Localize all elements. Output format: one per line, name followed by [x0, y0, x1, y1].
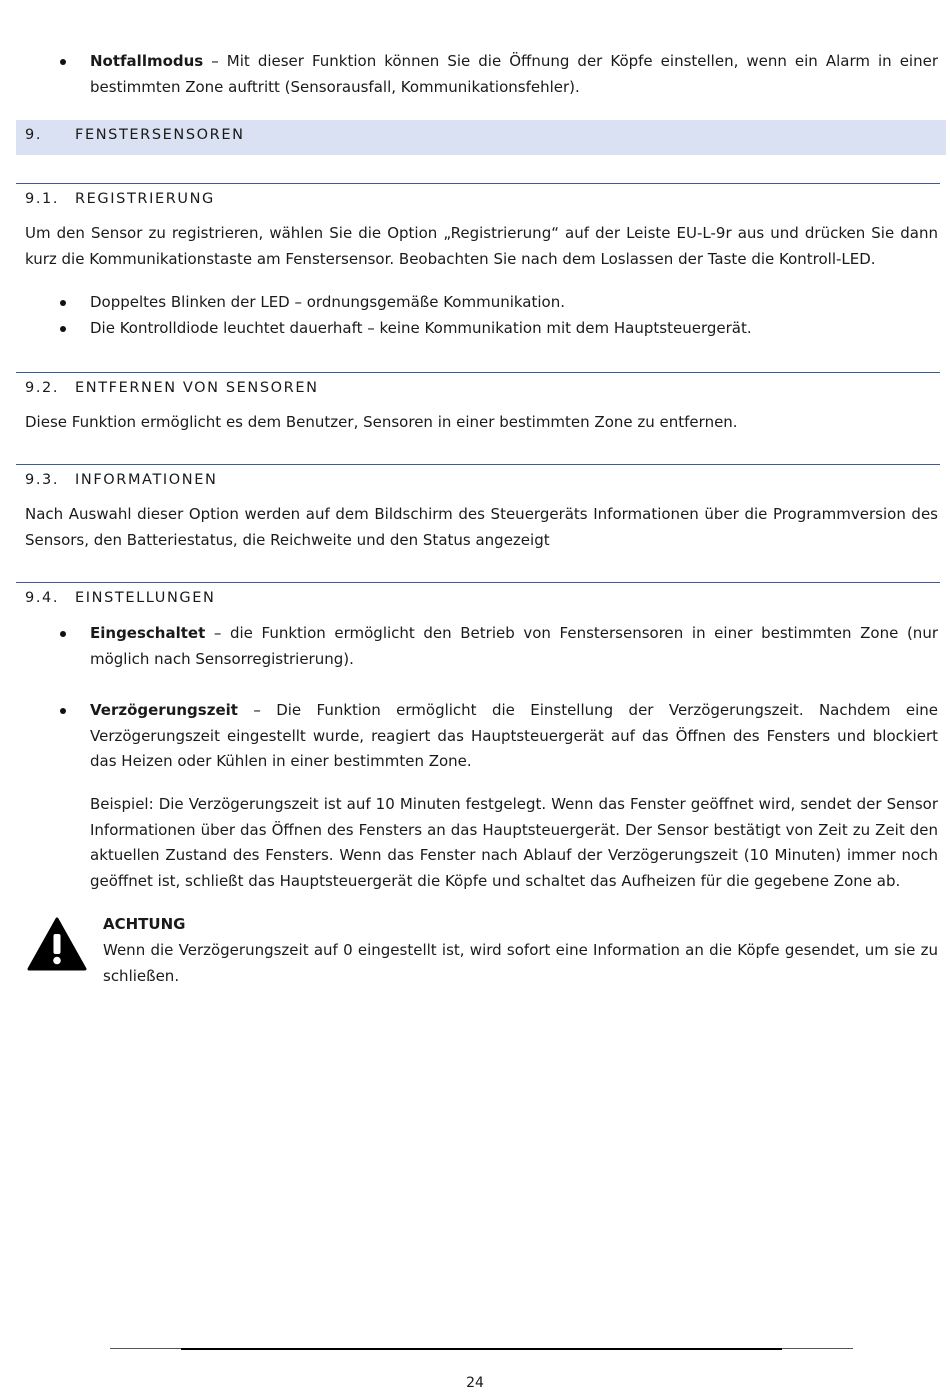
entfernen-paragraph: Diese Funktion ermöglicht es dem Benutzer, Sensoren in einer bestimmten Zone zu entfernen. [25, 413, 738, 431]
section-9-1-heading [25, 191, 215, 207]
section-number: 9.1. [25, 191, 60, 207]
section-9-4-heading [25, 590, 215, 606]
section-title: INFORMATIONEN [75, 472, 218, 488]
page-number: 24 [466, 1375, 484, 1391]
warning-title: ACHTUNG [103, 915, 186, 933]
section-9-3-heading [25, 472, 217, 488]
section-title: FENSTERSENSOREN [75, 127, 245, 143]
eingeschaltet-paragraph [90, 621, 938, 672]
section-title: ENTFERNEN VON SENSOREN [75, 380, 319, 396]
bullet-item: Doppeltes Blinken der LED – ordnungsgemäße Kommunikation. [90, 293, 565, 311]
heading-rule [16, 464, 940, 465]
section-9-2-heading [25, 380, 319, 396]
notfallmodus-paragraph [90, 49, 938, 100]
section-number: 9. [25, 127, 43, 143]
verzoegerungszeit-text: – Die Funktion ermöglicht die Einstellung der Verzögerungszeit. Nachdem eine Verzögerungszeit eingestellt wurde, reagiert das Hauptsteuergerät auf das Öffnen des Fensters und blockiert das Heizen oder Kühlen in einer bestimmten Zone. [90, 701, 938, 770]
section-9-heading [25, 127, 245, 143]
bullet-dot [60, 631, 66, 637]
notfallmodus-term: Notfallmodus [90, 52, 204, 70]
heading-rule [16, 582, 940, 583]
bullet-dot [60, 59, 66, 65]
footer-divider-accent [181, 1348, 782, 1350]
section-title: EINSTELLUNGEN [75, 590, 216, 606]
eingeschaltet-term: Eingeschaltet [90, 624, 206, 642]
beispiel-paragraph: Beispiel: Die Verzögerungszeit ist auf 10 Minuten festgelegt. Wenn das Fenster geöffnet wird, sendet der Sensor Informationen über das Öffnen des Fensters an das Hauptsteuergerät. Der Sensor bestätigt von Zeit zu Zeit den aktuellen Zustand des Fensters. Wenn das Fenster nach Ablauf der Verzögerungszeit (10 Minuten) immer noch geöffnet ist, schließt das Hauptsteuergerät die Köpfe und schaltet das Aufheizen für die gegebene Zone ab. [90, 795, 938, 890]
verzoegerungszeit-paragraph [90, 698, 938, 775]
section-number: 9.4. [25, 590, 60, 606]
notfallmodus-text: – Mit dieser Funktion können Sie die Öffnung der Köpfe einstellen, wenn ein Alarm in einer bestimmten Zone auftritt (Sensorausfall, Kommunikationsfehler). [90, 52, 938, 96]
registrierung-paragraph: Um den Sensor zu registrieren, wählen Sie die Option „Registrierung“ auf der Leiste EU-L-9r aus und drücken Sie dann kurz die Kommunikationstaste am Fenstersensor. Beobachten Sie nach dem Loslassen der Taste die Kontroll-LED. [25, 224, 938, 268]
heading-rule [16, 183, 940, 184]
heading-rule [16, 372, 940, 373]
bullet-dot [60, 708, 66, 714]
warning-triangle-icon [27, 917, 87, 971]
section-title: REGISTRIERUNG [75, 191, 215, 207]
informationen-paragraph: Nach Auswahl dieser Option werden auf dem Bildschirm des Steuergeräts Informationen über die Programmversion des Sensors, den Batteriestatus, die Reichweite und den Status angezeigt [25, 505, 938, 549]
bullet-dot [60, 326, 66, 332]
warning-text: Wenn die Verzögerungszeit auf 0 eingestellt ist, wird sofort eine Information an die Köpfe gesendet, um sie zu schließen. [103, 941, 938, 985]
verzoegerungszeit-term: Verzögerungszeit [90, 701, 238, 719]
bullet-item: Die Kontrolldiode leuchtet dauerhaft – keine Kommunikation mit dem Hauptsteuergerät. [90, 319, 752, 337]
section-number: 9.3. [25, 472, 60, 488]
eingeschaltet-text: – die Funktion ermöglicht den Betrieb von Fenstersensoren in einer bestimmten Zone (nur möglich nach Sensorregistrierung). [90, 624, 938, 668]
section-number: 9.2. [25, 380, 60, 396]
bullet-dot [60, 300, 66, 306]
